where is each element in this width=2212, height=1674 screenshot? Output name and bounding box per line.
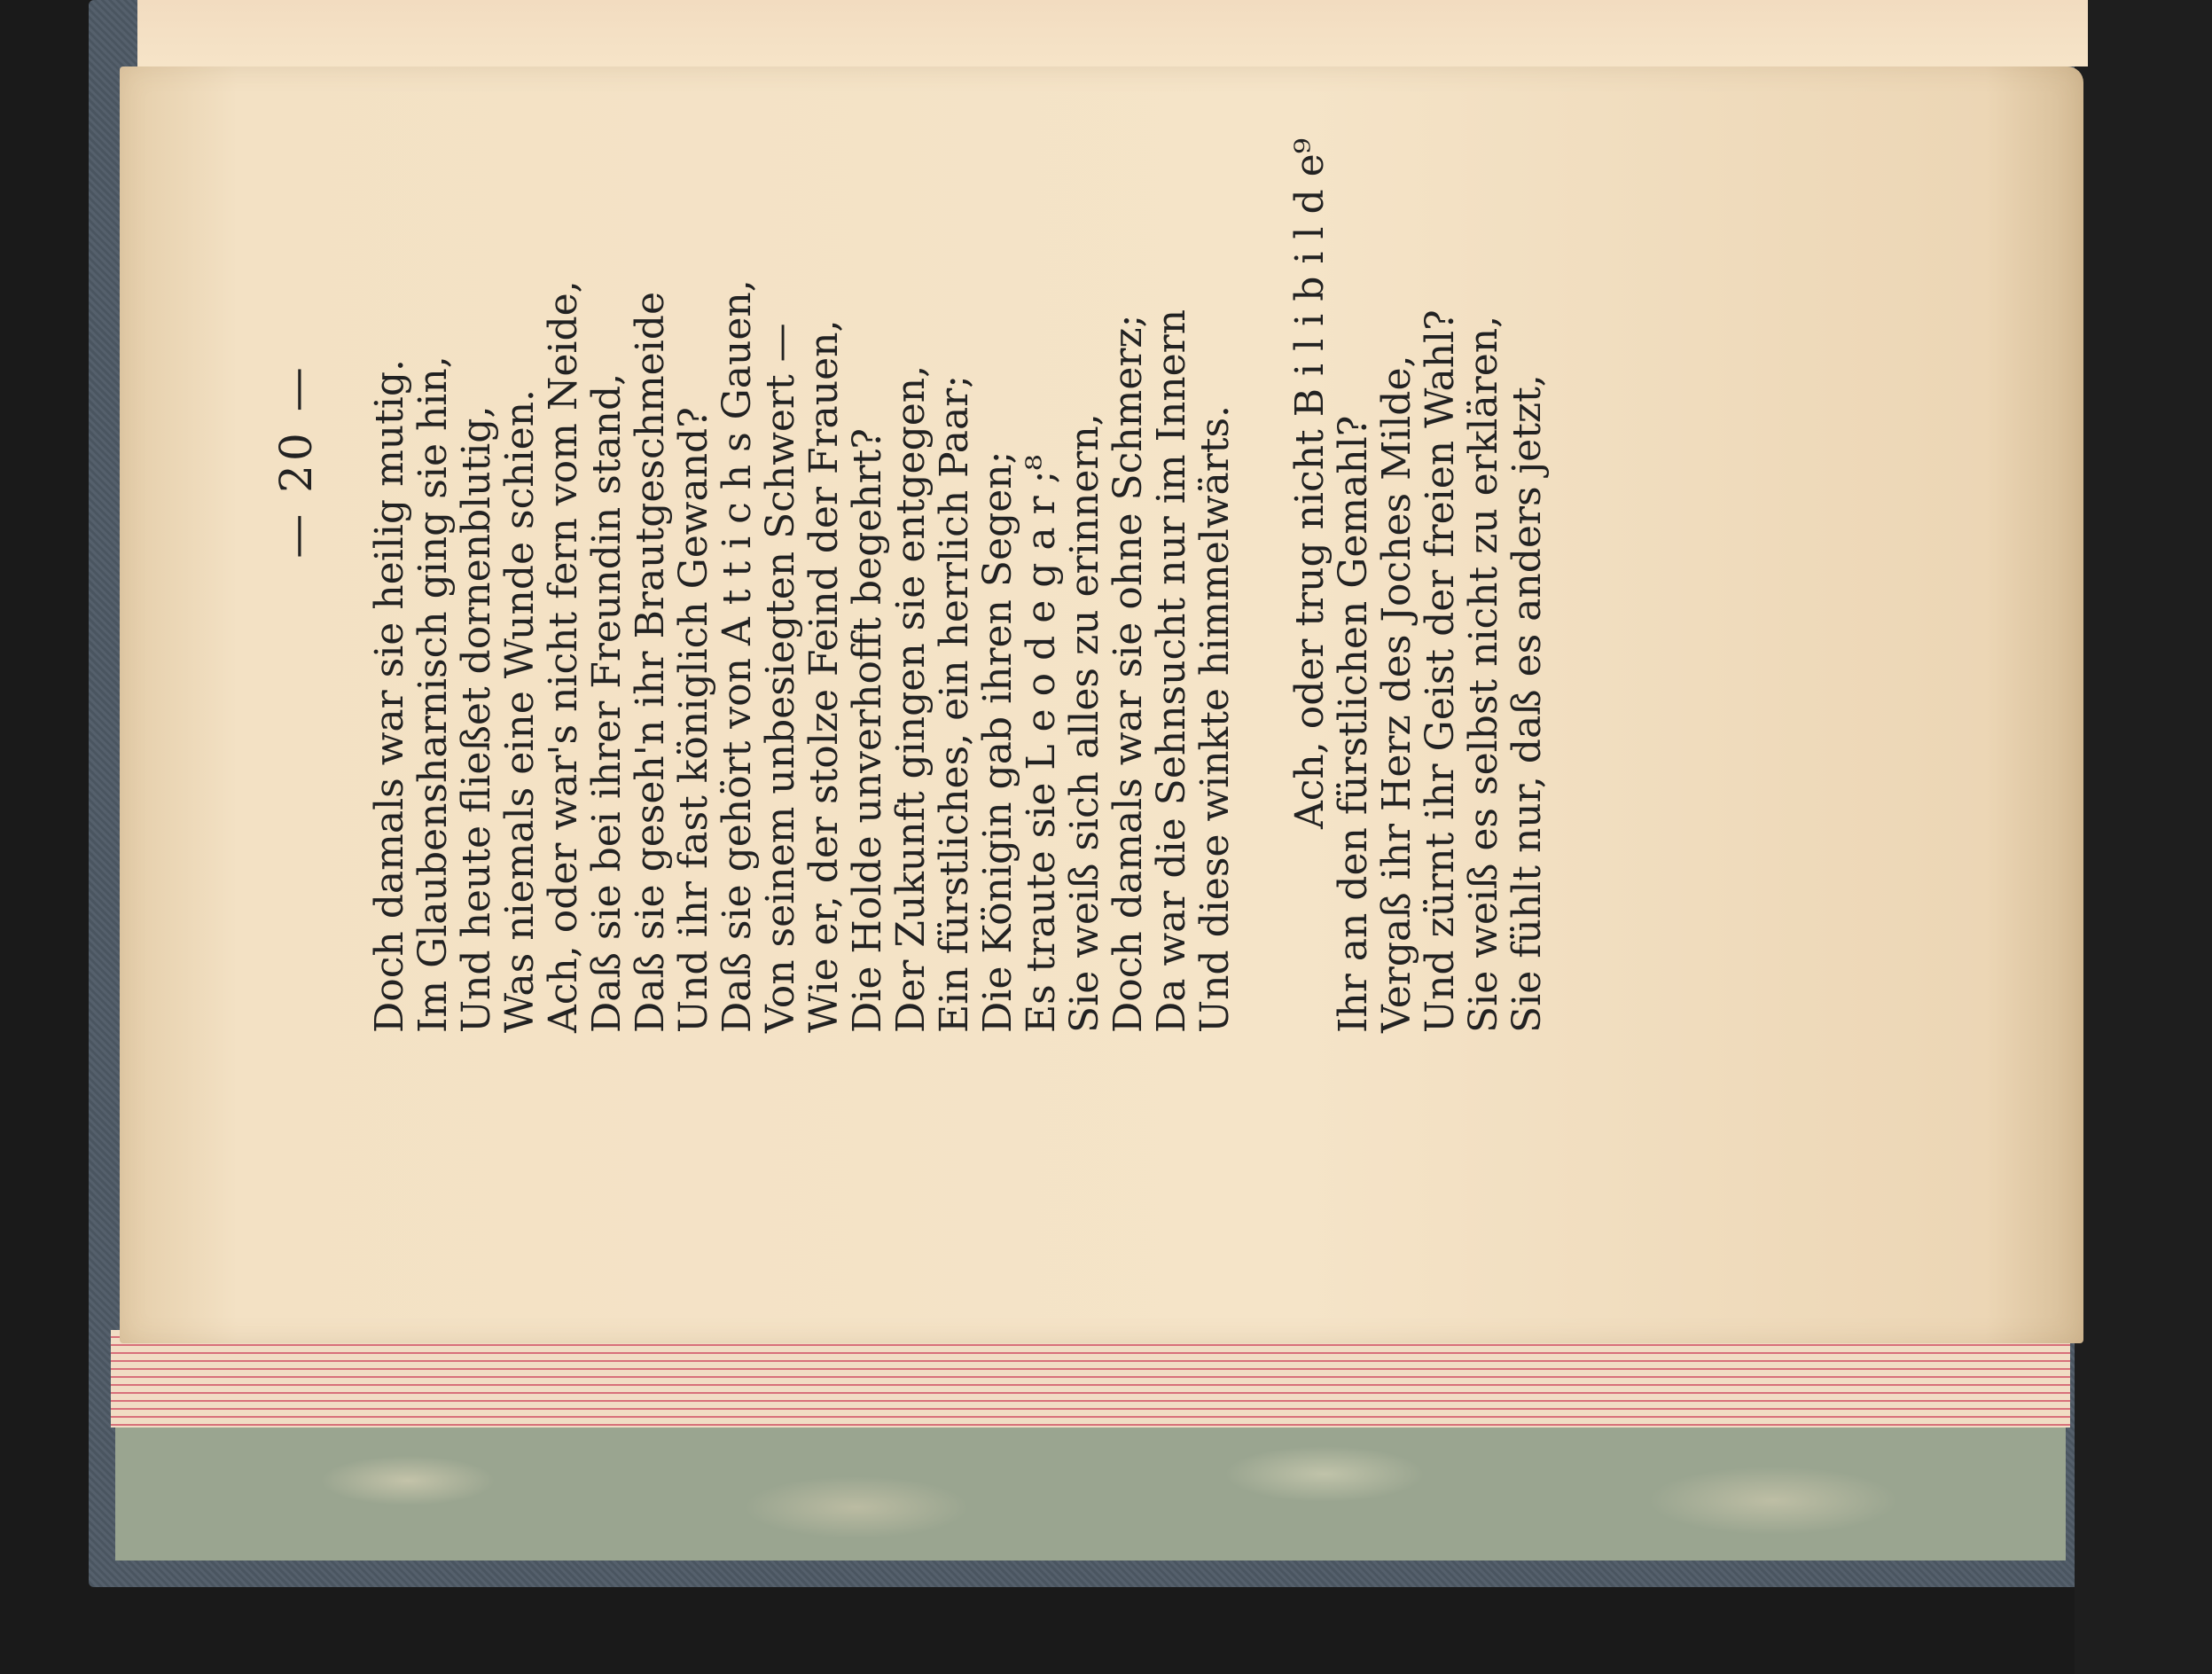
poem-line: Vergaß ihr Herz des Joches Milde, xyxy=(1374,355,1419,1033)
poem-line: Daß sie bei ihrer Freundin stand, xyxy=(584,372,629,1033)
poem-line: Und heute fließet dornenblutig, xyxy=(454,405,499,1033)
poem-line: Sie weiß sich alles zu erinnern, xyxy=(1062,413,1107,1033)
poem-line: Da war die Sehnsucht nur im Innern xyxy=(1149,309,1194,1033)
poem-line: Ihr an den fürstlichen Gemahl? xyxy=(1331,415,1376,1033)
page-edges xyxy=(111,1330,2070,1428)
poem-line: Ein fürstliches, ein herrlich Paar; xyxy=(932,374,977,1033)
poem-line: Daß sie gehört von A t t i c h s Gauen, xyxy=(715,279,760,1033)
poem-line: Es traute sie L e o d e g a r ;⁸ xyxy=(1019,454,1064,1033)
poem-line: Und diese winkte himmelwärts. xyxy=(1192,404,1238,1033)
poem-line: Doch damals war sie heilig mutig. xyxy=(367,358,412,1033)
background-shadow xyxy=(2075,0,2212,1674)
poem-line: Von seinem unbesiegten Schwert — xyxy=(758,323,803,1033)
poem-line: Daß sie geseh'n ihr Brautgeschmeide xyxy=(628,292,673,1033)
poem xyxy=(368,0,1549,1033)
poem-line: Doch damals war sie ohne Schmerz; xyxy=(1106,314,1151,1033)
poem-line: Sie weiß es selbst nicht zu erklären, xyxy=(1461,315,1506,1033)
poem-line: Die Königin gab ihren Segen; xyxy=(975,450,1020,1033)
stanza-break xyxy=(1237,0,1288,1033)
poem-line: Wie er, der stolze Feind der Frauen, xyxy=(801,319,847,1033)
poem-line: Ach, oder trug nicht B i l i b i l d e⁹ xyxy=(1287,137,1333,829)
marbled-endpaper xyxy=(115,1428,2066,1561)
poem-line: Der Zukunft gingen sie entgegen, xyxy=(888,364,934,1033)
poem-line: Im Glaubensharnisch ging sie hin, xyxy=(410,356,456,1033)
poem-line: Was niemals eine Wunde schien. xyxy=(497,388,543,1033)
poem-line: Und zürnt ihr Geist der freien Wahl? xyxy=(1418,309,1463,1033)
page-number: — 20 — xyxy=(270,364,322,559)
poem-line: Und ihr fast königlich Gewand? xyxy=(671,407,716,1033)
poem-line: Sie fühlt nur, daß es anders jetzt, xyxy=(1505,374,1550,1033)
poem-line: Ach, oder war's nicht fern vom Neide, xyxy=(541,280,586,1033)
page-text xyxy=(217,0,1550,1082)
poem-line: Die Holde unverhofft begehrt? xyxy=(845,428,890,1033)
